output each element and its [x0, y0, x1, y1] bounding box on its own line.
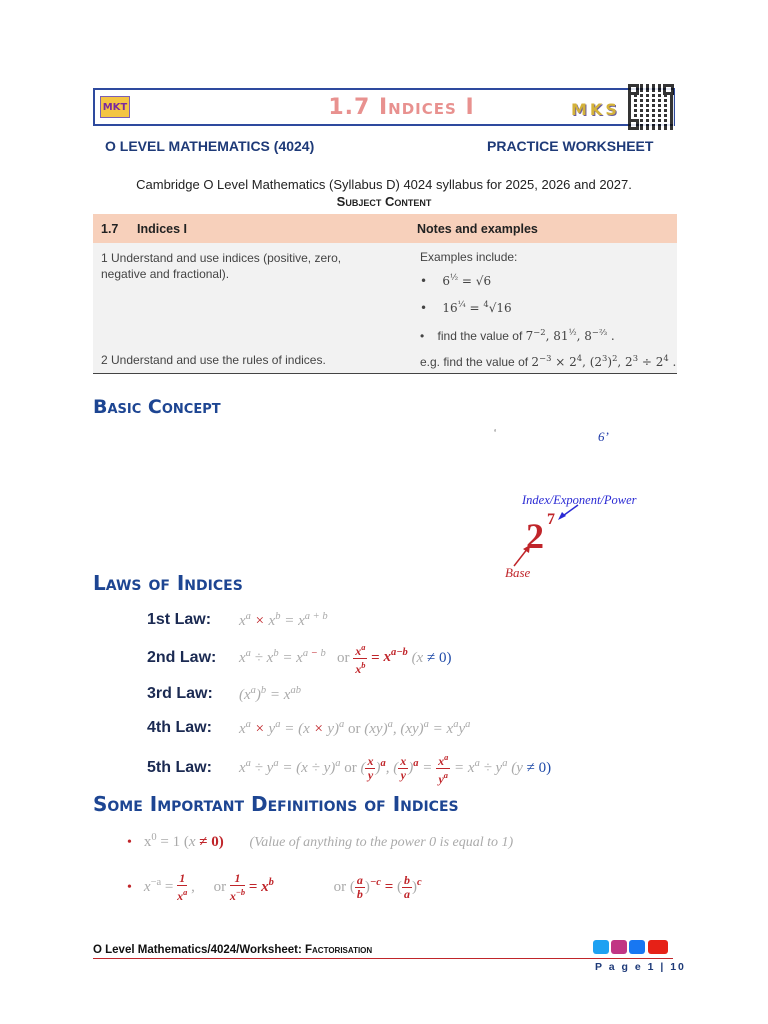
mks-logo: MKS	[571, 100, 620, 119]
law-2-equation: $x^a \div x^b = x^{a - b}$ or $\frac{x^a}{x^b}$ = $x^{a-b}$ (x ≠ 0)	[239, 642, 452, 676]
law-4	[147, 715, 470, 741]
example-3: • find the value of $7^{-2}$, $81^{\frac{1}{2}}$, $8^{-\frac{2}{3}}$ .	[420, 327, 615, 343]
base-number: 2	[526, 516, 544, 556]
law-1-label: 1st Law:	[147, 611, 212, 628]
base-label: Base	[505, 565, 531, 580]
law-4-equation: $x^a \times y^a = (x \times y)^a$ or (xy)$^a$, $(xy)^a = x^ay^a$	[239, 718, 471, 737]
basic-concept-heading: Basic Concept	[93, 396, 221, 418]
zero-power-note: (Value of anything to the power 0 is equal to 1)	[249, 835, 514, 850]
exponent-number: 7	[547, 511, 555, 528]
table-header: 1.7 Indices I Notes and examples	[93, 214, 677, 243]
mkt-logo: MKT	[100, 96, 130, 118]
law-5-label: 5th Law:	[147, 759, 212, 776]
page-title: 1.7 Indices I	[328, 94, 475, 120]
definition-zero: • $x^0 = 1$ (x ≠ 0) (Value of anything to the power 0 is equal to 1)	[127, 832, 514, 850]
example-1: • $6^{\frac{1}{2}} = √6$	[420, 272, 492, 288]
law-2	[147, 642, 452, 676]
stray-six: 6’	[598, 429, 609, 444]
course-title: O LEVEL MATHEMATICS (4024)	[105, 138, 315, 154]
law-3	[147, 681, 301, 707]
law-3-label: 3rd Law:	[147, 685, 213, 702]
stray-mark: ‘	[494, 428, 497, 439]
law-5	[147, 752, 552, 786]
definitions-heading: Some Important Definitions of Indices	[93, 792, 459, 816]
law-2-label: 2nd Law:	[147, 649, 217, 666]
law-4-label: 4th Law:	[147, 719, 212, 736]
syllabus-table	[93, 214, 677, 374]
law-1	[147, 607, 328, 633]
rules-example: e.g. find the value of $2^{-3} \times 2^4$, $(2^3)^2$, $2^3 \div 2^4$ .	[420, 353, 677, 369]
examples-intro: Examples include:	[420, 250, 518, 264]
index-label: Index/Exponent/Power	[522, 493, 637, 507]
facebook-icon[interactable]	[629, 940, 645, 954]
page-number: P a g e 1 | 10	[595, 961, 686, 973]
objective-1: 1 Understand and use indices (positive, zero, negative and fractional).	[101, 251, 342, 281]
table-body	[93, 243, 677, 374]
law-3-equation: $(x^a)^b = x^{ab}$	[239, 684, 301, 703]
definition-negative: • $x^{-a}$ = $\frac{1}{x^a}$ , or $\frac{1}{x^{-b}}$ = $x^b$ or ( $\frac{a}{b}$ )$^{-c}$ = ( $\frac{b}{a}$ )$^c$	[127, 871, 422, 903]
law-5-equation: $x^a \div y^a = (x \div y)^a$ or ( $\frac{x}{y}$ )$^a$, ( $\frac{x}{y}$ )$^a$ = $\frac{x^a}{y^a}$ = $x^a \div y^a$ (y ≠ 0)	[239, 752, 552, 786]
qr-code-icon[interactable]	[628, 84, 674, 130]
instagram-icon[interactable]	[611, 940, 627, 954]
law-1-equation: $x^a \times x^b = x^{a + b}$	[239, 610, 328, 629]
example-2: • $16^{\frac{1}{4}} = ^4√16$	[420, 299, 512, 315]
footer-text: O Level Mathematics/4024/Worksheet: Factorisation	[93, 944, 373, 956]
objective-2: 2 Understand and use the rules of indices.	[101, 353, 326, 367]
syllabus-line: Cambridge O Level Mathematics (Syllabus D) 4024 syllabus for 2025, 2026 and 2027.	[136, 177, 632, 192]
laws-heading: Laws of Indices	[93, 571, 243, 595]
twitter-icon[interactable]	[593, 940, 609, 954]
footer-divider	[93, 958, 673, 959]
worksheet-type: PRACTICE WORKSHEET	[487, 138, 654, 154]
youtube-icon[interactable]	[648, 940, 668, 954]
subject-content-heading: Subject Content	[336, 194, 432, 209]
